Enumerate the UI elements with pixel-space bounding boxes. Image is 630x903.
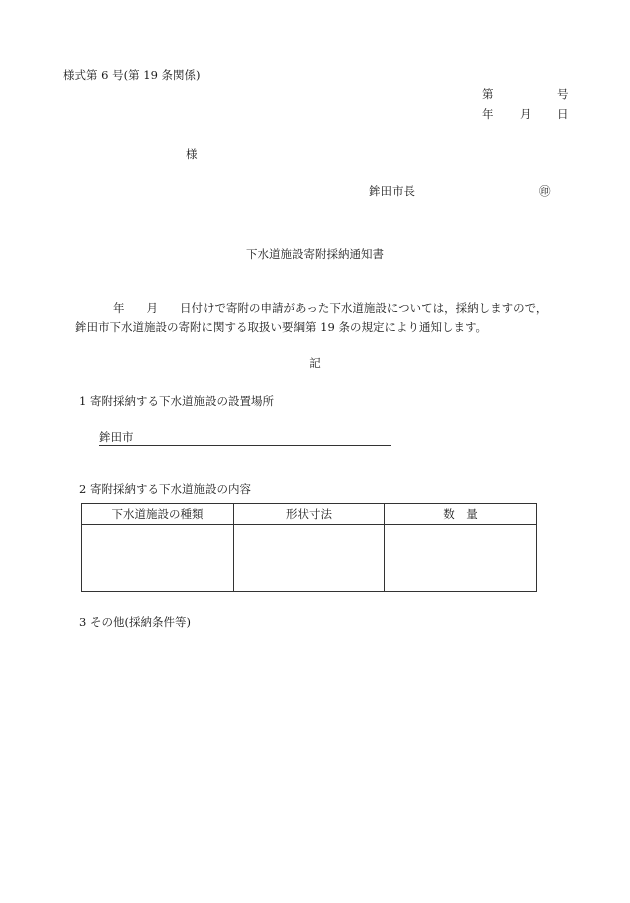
col-header-type: 下水道施設の種類 [82, 504, 234, 525]
date-month: 月 [520, 107, 532, 121]
document-title: 下水道施設寄附採納通知書 [246, 247, 384, 261]
doc-number-suffix: 号 [557, 87, 569, 101]
date-year: 年 [482, 107, 494, 121]
ki-heading: 記 [309, 356, 321, 370]
facility-table [81, 503, 537, 592]
col-header-dimensions: 形状寸法 [234, 504, 385, 525]
sender: 鉾田市長 [369, 184, 415, 198]
form-number: 様式第 6 号(第 19 条関係) [63, 68, 201, 82]
date-day: 日 [557, 107, 569, 121]
body-line-1 [113, 301, 547, 315]
body-line-1-text: 日付けで寄附の申請があった下水道施設については，採納しますので， [180, 301, 548, 315]
body-month: 月 [146, 301, 158, 315]
table-header-row [82, 504, 537, 525]
body-line-2: 鉾田市下水道施設の寄附に関する取扱い要綱第 19 条の規定により通知します。 [75, 320, 488, 334]
section-1-heading: 1 寄附採納する下水道施設の設置場所 [79, 394, 274, 408]
col-header-quantity: 数 量 [385, 504, 537, 525]
doc-number-prefix: 第 [482, 87, 494, 101]
location-field [99, 430, 391, 446]
section-2-heading: 2 寄附採納する下水道施設の内容 [79, 482, 251, 496]
cell-dimensions [234, 525, 385, 592]
addressee-suffix: 様 [186, 147, 198, 161]
section-3-heading: 3 その他(採納条件等) [79, 615, 191, 629]
location-prefix: 鉾田市 [99, 430, 134, 444]
body-year: 年 [113, 301, 125, 315]
cell-type [82, 525, 234, 592]
seal-mark: ㊞ [539, 184, 551, 198]
table-row [82, 525, 537, 592]
cell-quantity [385, 525, 537, 592]
